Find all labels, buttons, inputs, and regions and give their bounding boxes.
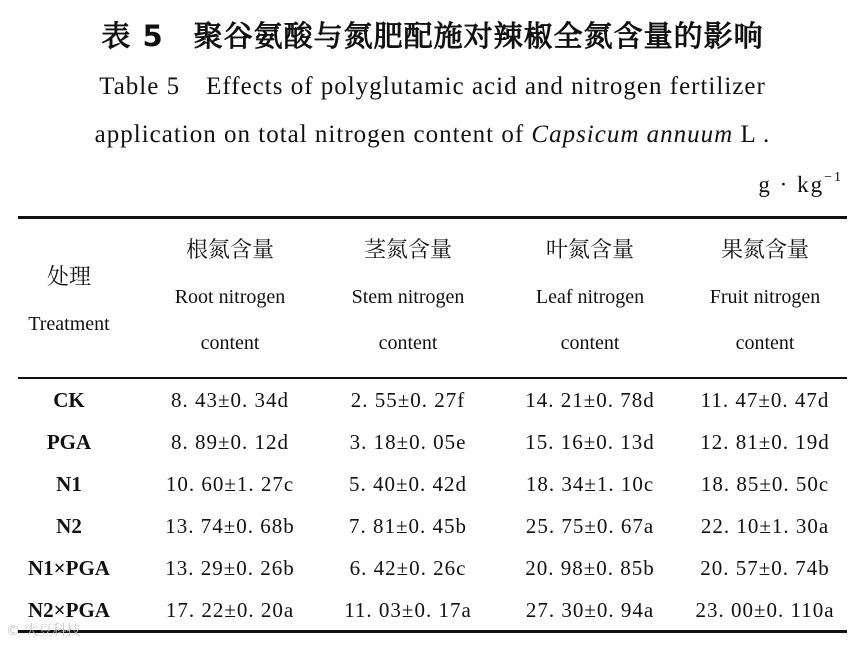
- stem-nitrogen-cell: 5. 40±0. 42d: [348, 472, 468, 496]
- leaf-nitrogen-cell: 14. 21±0. 78d: [525, 388, 655, 412]
- table-row: [0, 550, 865, 592]
- table-header-rule: [18, 377, 847, 379]
- table-row: [0, 508, 865, 550]
- fruit-nitrogen-cell: 18. 85±0. 50c: [700, 472, 830, 496]
- fruit-nitrogen-cell: 22. 10±1. 30a: [700, 514, 830, 538]
- fruit-nitrogen-cell: 12. 81±0. 19d: [700, 430, 830, 454]
- species-name: Capsicum annuum: [531, 121, 734, 148]
- leaf-nitrogen-cell: 15. 16±0. 13d: [525, 430, 655, 454]
- leaf-nitrogen-cell: 18. 34±1. 10c: [525, 472, 655, 496]
- unit-exponent: −1: [824, 170, 843, 186]
- header-fruit-nitrogen: 果氮含量 Fruit nitrogen content: [709, 238, 821, 354]
- table-row: [0, 592, 865, 634]
- stem-nitrogen-cell: 7. 81±0. 45b: [348, 514, 468, 538]
- treatment-cell: CK: [53, 388, 85, 412]
- table-row: [0, 424, 865, 466]
- table-title-cn-text: 聚谷氨酸与氮肥配施对辣椒全氮含量的影响: [193, 19, 764, 53]
- fruit-nitrogen-cell: 20. 57±0. 74b: [700, 556, 830, 580]
- unit-label: $g \cdot kg^{-1}$: [758, 170, 843, 197]
- stem-nitrogen-cell: 6. 42±0. 26c: [349, 556, 467, 580]
- leaf-nitrogen-cell: 25. 75±0. 67a: [525, 514, 655, 538]
- fruit-nitrogen-cell: 23. 00±0. 110a: [695, 598, 835, 622]
- stem-nitrogen-cell: 3. 18±0. 05e: [349, 430, 467, 454]
- table-title-en-line1: [0, 73, 865, 101]
- table-title-en-text2: application on total nitrogen content of: [94, 121, 525, 148]
- table-title-cn: [0, 14, 865, 55]
- watermark: © 大豆科技: [6, 623, 81, 639]
- root-nitrogen-cell: 13. 74±0. 68b: [165, 514, 295, 538]
- leaf-nitrogen-cell: 20. 98±0. 85b: [525, 556, 655, 580]
- root-nitrogen-cell: 8. 89±0. 12d: [170, 430, 290, 454]
- treatment-cell: N2: [56, 514, 82, 538]
- table-title-en-line2: [0, 121, 865, 149]
- fruit-nitrogen-cell: 11. 47±0. 47d: [700, 388, 830, 412]
- leaf-nitrogen-cell: 27. 30±0. 94a: [525, 598, 655, 622]
- table-label-cn: 表 5: [101, 19, 164, 53]
- stem-nitrogen-cell: 2. 55±0. 27f: [350, 388, 466, 412]
- treatment-cell: N1×PGA: [28, 556, 110, 580]
- table-top-rule: [18, 216, 847, 219]
- root-nitrogen-cell: 13. 29±0. 26b: [165, 556, 295, 580]
- treatment-cell: N1: [56, 472, 82, 496]
- root-nitrogen-cell: 8. 43±0. 34d: [170, 388, 290, 412]
- header-stem-nitrogen: 茎氮含量 Stem nitrogen content: [351, 238, 465, 354]
- header-leaf-nitrogen: 叶氮含量 Leaf nitrogen content: [535, 238, 645, 354]
- table-label-en: Table 5: [99, 73, 181, 100]
- header-root-nitrogen: 根氮含量 Root nitrogen content: [174, 238, 286, 354]
- table-title-en-text1: Effects of polyglutamic acid and nitrogen fertilizer: [206, 73, 766, 100]
- root-nitrogen-cell: 10. 60±1. 27c: [165, 472, 295, 496]
- root-nitrogen-cell: 17. 22±0. 20a: [165, 598, 295, 622]
- treatment-cell: PGA: [46, 430, 92, 454]
- stem-nitrogen-cell: 11. 03±0. 17a: [344, 598, 472, 622]
- table-row: [0, 382, 865, 424]
- table-row: [0, 466, 865, 508]
- treatment-cell: N2×PGA: [28, 598, 110, 622]
- species-authority: L .: [740, 121, 771, 148]
- header-treatment: 处理 Treatment: [28, 265, 110, 335]
